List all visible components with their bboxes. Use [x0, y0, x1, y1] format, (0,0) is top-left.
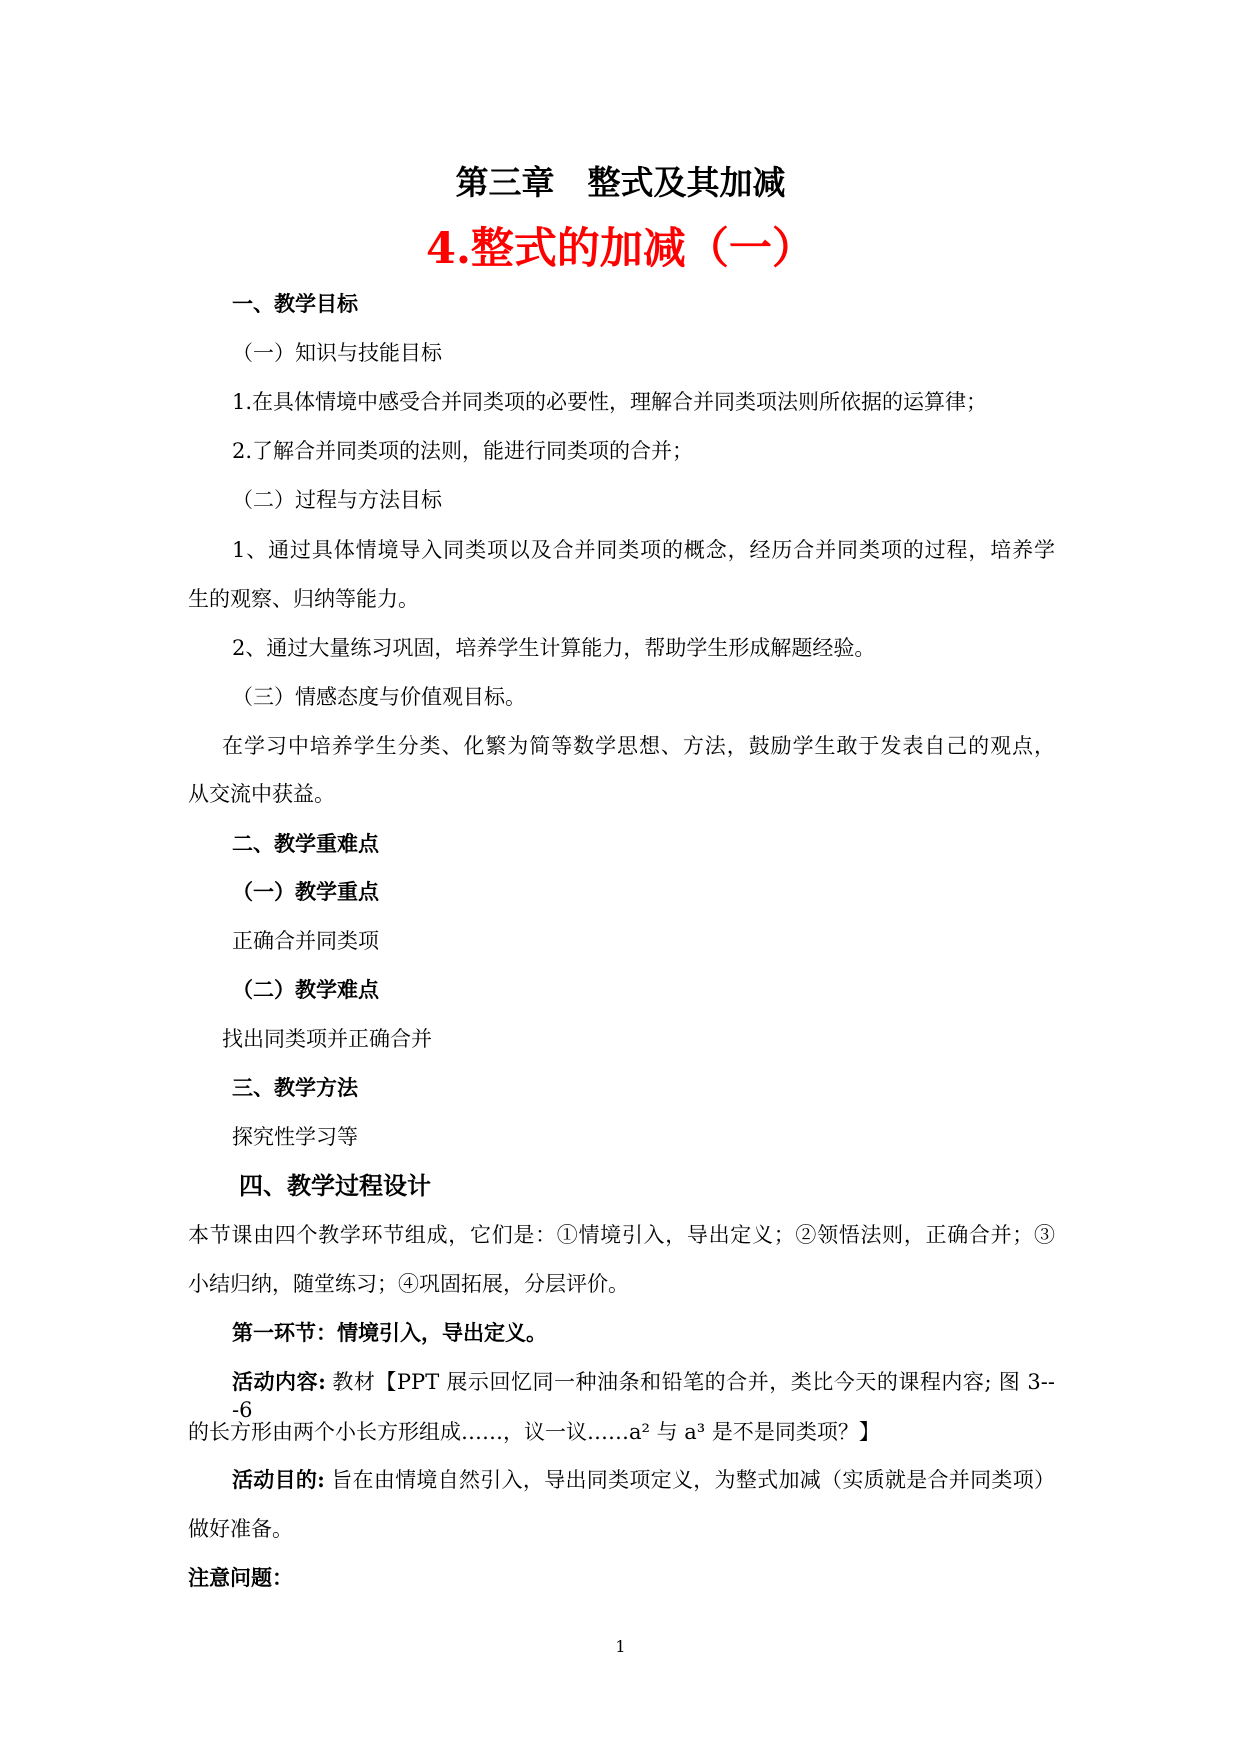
lesson-title: 4.整式的加减（一） — [426, 224, 815, 274]
section-heading-process-design: 四、教学过程设计 — [239, 1171, 431, 1200]
activity-content-line-1 — [232, 1368, 1055, 1422]
subheading-difficult-point: （二）教学难点 — [232, 977, 379, 1002]
process-intro-line-2: 小结归纳，随堂练习；④巩固拓展，分层评价。 — [188, 1272, 629, 1296]
subheading-process-methods: （二）过程与方法目标 — [232, 488, 442, 512]
activity-purpose-label: 活动目的: — [232, 1467, 325, 1492]
activity-content-line-2: 的长方形由两个小长方形组成……，议一议……a² 与 a³ 是不是同类项？】 — [188, 1420, 880, 1444]
knowledge-item-2: 2.了解合并同类项的法则，能进行同类项的合并； — [232, 439, 694, 463]
activity-purpose-text: 旨在由情境自然引入，导出同类项定义，为整式加减（实质就是合并同类项） — [330, 1468, 1055, 1492]
activity-purpose-line-2: 做好准备。 — [188, 1517, 293, 1541]
page-number: 1 — [615, 1637, 626, 1656]
process-intro-line-1: 本节课由四个教学环节组成，它们是：①情境引入，导出定义；②领悟法则，正确合并；③ — [188, 1223, 1055, 1247]
notes-label: 注意问题： — [188, 1565, 293, 1590]
section-heading-key-difficult-points: 二、教学重难点 — [232, 831, 379, 856]
section-heading-teaching-method: 三、教学方法 — [232, 1075, 358, 1100]
teaching-method-text: 探究性学习等 — [232, 1125, 358, 1149]
attitudes-text-line-1: 在学习中培养学生分类、化繁为简等数学思想、方法，鼓励学生敢于发表自己的观点， — [222, 734, 1055, 758]
key-point-text: 正确合并同类项 — [232, 929, 379, 953]
process-item-1-line-2: 生的观察、归纳等能力。 — [188, 587, 419, 611]
section-heading-objectives: 一、教学目标 — [232, 291, 358, 316]
subheading-attitudes-values: （三）情感态度与价值观目标。 — [232, 685, 526, 709]
subheading-key-point: （一）教学重点 — [232, 879, 379, 904]
activity-purpose-line-1 — [232, 1466, 1055, 1494]
process-item-1-line-1: 1、通过具体情境导入同类项以及合并同类项的概念，经历合并同类项的过程，培养学 — [232, 538, 1055, 562]
stage1-heading: 第一环节：情境引入，导出定义。 — [232, 1320, 547, 1345]
activity-content-label: 活动内容: — [232, 1369, 326, 1394]
knowledge-item-1: 1.在具体情境中感受合并同类项的必要性，理解合并同类项法则所依据的运算律； — [232, 390, 988, 414]
attitudes-text-line-2: 从交流中获益。 — [188, 782, 335, 806]
difficult-point-text: 找出同类项并正确合并 — [222, 1027, 432, 1051]
chapter-title: 第三章 整式及其加减 — [455, 163, 786, 202]
subheading-knowledge-skills: （一）知识与技能目标 — [232, 341, 442, 365]
process-item-2: 2、通过大量练习巩固，培养学生计算能力，帮助学生形成解题经验。 — [232, 636, 876, 660]
activity-content-text: 教材【PPT 展示回忆同一种油条和铅笔的合并，类比今天的课程内容; 图 3---6 — [232, 1370, 1055, 1422]
